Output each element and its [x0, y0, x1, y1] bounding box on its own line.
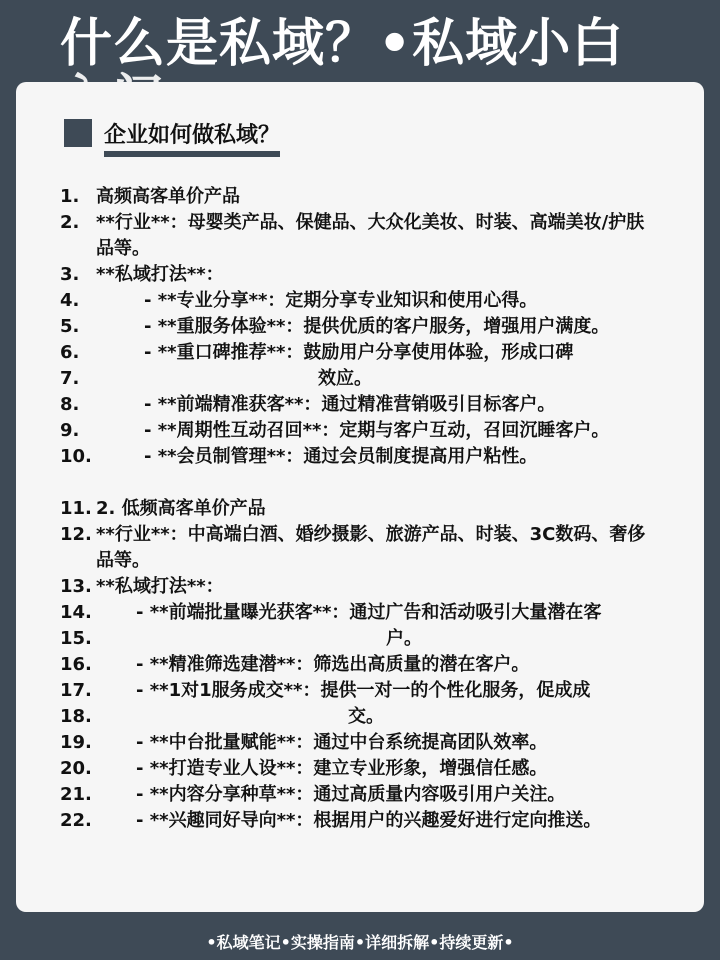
list-item-number: 13. — [60, 576, 92, 597]
list-item-number: 11. — [60, 498, 92, 519]
list-item — [16, 444, 704, 470]
list-item-number: 15. — [60, 628, 92, 649]
list-item — [16, 288, 704, 314]
list-item-number: 12. — [60, 524, 92, 545]
list-item-text: **私域打法**： — [96, 264, 224, 285]
list-item — [16, 366, 704, 392]
list-item-number: 6. — [60, 342, 80, 363]
list-item — [16, 574, 704, 600]
list-item-text: - **精准筛选建潜**：筛选出高质量的潜在客户。 — [136, 654, 530, 675]
list-item-text: - **周期性互动召回**：定期与客户互动，召回沉睡客户。 — [144, 420, 610, 441]
list-item — [16, 210, 704, 262]
list-item — [16, 184, 704, 210]
list-item-number: 5. — [60, 316, 80, 337]
list-item-text: 交。 — [348, 706, 384, 727]
list-item-number: 2. — [60, 212, 80, 233]
list-item-number: 4. — [60, 290, 80, 311]
list-item-number: 19. — [60, 732, 92, 753]
list-item — [16, 262, 704, 288]
list-item — [16, 756, 704, 782]
section-heading — [64, 118, 280, 148]
list-item-number: 9. — [60, 420, 80, 441]
list-item — [16, 496, 704, 522]
list-item-text: **私域打法**： — [96, 576, 224, 597]
section-heading-text: 企业如何做私域？ — [104, 118, 280, 149]
list-item-text: - **1对1服务成交**：提供一对一的个性化服务，促成成 — [136, 680, 591, 701]
list-item — [16, 730, 704, 756]
list-item-text: **行业**：中高端白酒、婚纱摄影、旅游产品、时装、3C数码、奢侈品等。 — [96, 524, 646, 571]
list-spacer — [16, 470, 704, 496]
list-item-number: 21. — [60, 784, 92, 805]
list-item-text: - **前端精准获客**：通过精准营销吸引目标客户。 — [144, 394, 556, 415]
list-item-number: 14. — [60, 602, 92, 623]
list-item-number: 1. — [60, 186, 80, 207]
list-item — [16, 782, 704, 808]
list-item — [16, 652, 704, 678]
list-item-number: 7. — [60, 368, 80, 389]
list-item — [16, 626, 704, 652]
list-item-text: - **内容分享种草**：通过高质量内容吸引用户关注。 — [136, 784, 566, 805]
list-item — [16, 678, 704, 704]
list-item-text: - **会员制管理**：通过会员制度提高用户粘性。 — [144, 446, 538, 467]
footer-tagline: •私域笔记•实操指南•详细拆解•持续更新• — [206, 933, 514, 952]
list-item-number: 22. — [60, 810, 92, 831]
list-item-number: 8. — [60, 394, 80, 415]
list-item-text: - **前端批量曝光获客**：通过广告和活动吸引大量潜在客 — [136, 602, 602, 623]
list-item — [16, 600, 704, 626]
square-bullet-icon — [64, 119, 92, 147]
list-item-number: 20. — [60, 758, 92, 779]
list-item-text: - **专业分享**：定期分享专业知识和使用心得。 — [144, 290, 538, 311]
list-item — [16, 392, 704, 418]
list-item-number: 3. — [60, 264, 80, 285]
list-item — [16, 314, 704, 340]
list-item — [16, 418, 704, 444]
list-item-text: 效应。 — [318, 368, 372, 389]
list-item-text: 户。 — [386, 628, 422, 649]
list-item — [16, 704, 704, 730]
content-card — [16, 82, 704, 912]
list-item-text: - **中台批量赋能**：通过中台系统提高团队效率。 — [136, 732, 548, 753]
list-item-text: - **兴趣同好导向**：根据用户的兴趣爱好进行定向推送。 — [136, 810, 602, 831]
list-item — [16, 340, 704, 366]
numbered-list — [16, 184, 704, 834]
list-item-number: 17. — [60, 680, 92, 701]
list-item-text: - **打造专业人设**：建立专业形象，增强信任感。 — [136, 758, 548, 779]
list-item-number: 18. — [60, 706, 92, 727]
list-item-number: 10. — [60, 446, 92, 467]
list-item — [16, 808, 704, 834]
list-item-text: **行业**：母婴类产品、保健品、大众化美妆、时装、高端美妆/护肤品等。 — [96, 212, 645, 259]
list-item-text: - **重服务体验**：提供优质的客户服务，增强用户满度。 — [144, 316, 610, 337]
list-item-text: - **重口碑推荐**：鼓励用户分享使用体验，形成口碑 — [144, 342, 574, 363]
list-item-text: 2. 低频高客单价产品 — [96, 498, 266, 519]
page-title: 什么是私域？•私域小白 — [60, 14, 625, 74]
list-item-text: 高频高客单价产品 — [96, 186, 240, 207]
list-item-number: 16. — [60, 654, 92, 675]
list-item — [16, 522, 704, 574]
